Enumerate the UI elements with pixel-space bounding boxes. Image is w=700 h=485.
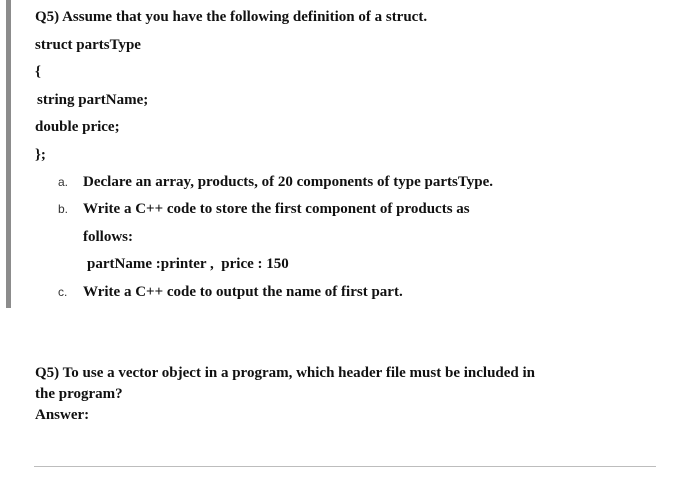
code-struct-line: struct partsType <box>35 37 141 53</box>
code-open-brace: { <box>35 64 41 80</box>
answer-line <box>34 466 656 467</box>
left-margin-bar <box>6 0 11 308</box>
item-b-marker: b. <box>58 202 69 216</box>
item-c-marker: c. <box>58 285 68 299</box>
item-b-text: Write a C++ code to store the first component of products as <box>83 201 470 217</box>
answer-label: Answer: <box>35 407 90 423</box>
item-c-text: Write a C++ code to output the name of first part. <box>83 284 403 300</box>
item-a-text: Declare an array, products, of 20 components of type partsType. <box>83 174 493 190</box>
vector-question-line2: the program? <box>35 386 123 402</box>
question-title: Q5) Assume that you have the following definition of a struct. <box>35 9 428 25</box>
code-field-partname: string partName; <box>37 92 149 108</box>
code-field-price: double price; <box>35 119 120 135</box>
code-close-brace: }; <box>35 147 46 163</box>
item-a-marker: a. <box>58 175 69 189</box>
item-b-detail: partName :printer , price : 150 <box>87 256 289 272</box>
vector-question-line1: Q5) To use a vector object in a program, which header file must be included in <box>35 365 536 381</box>
item-b-continuation: follows: <box>83 229 133 245</box>
